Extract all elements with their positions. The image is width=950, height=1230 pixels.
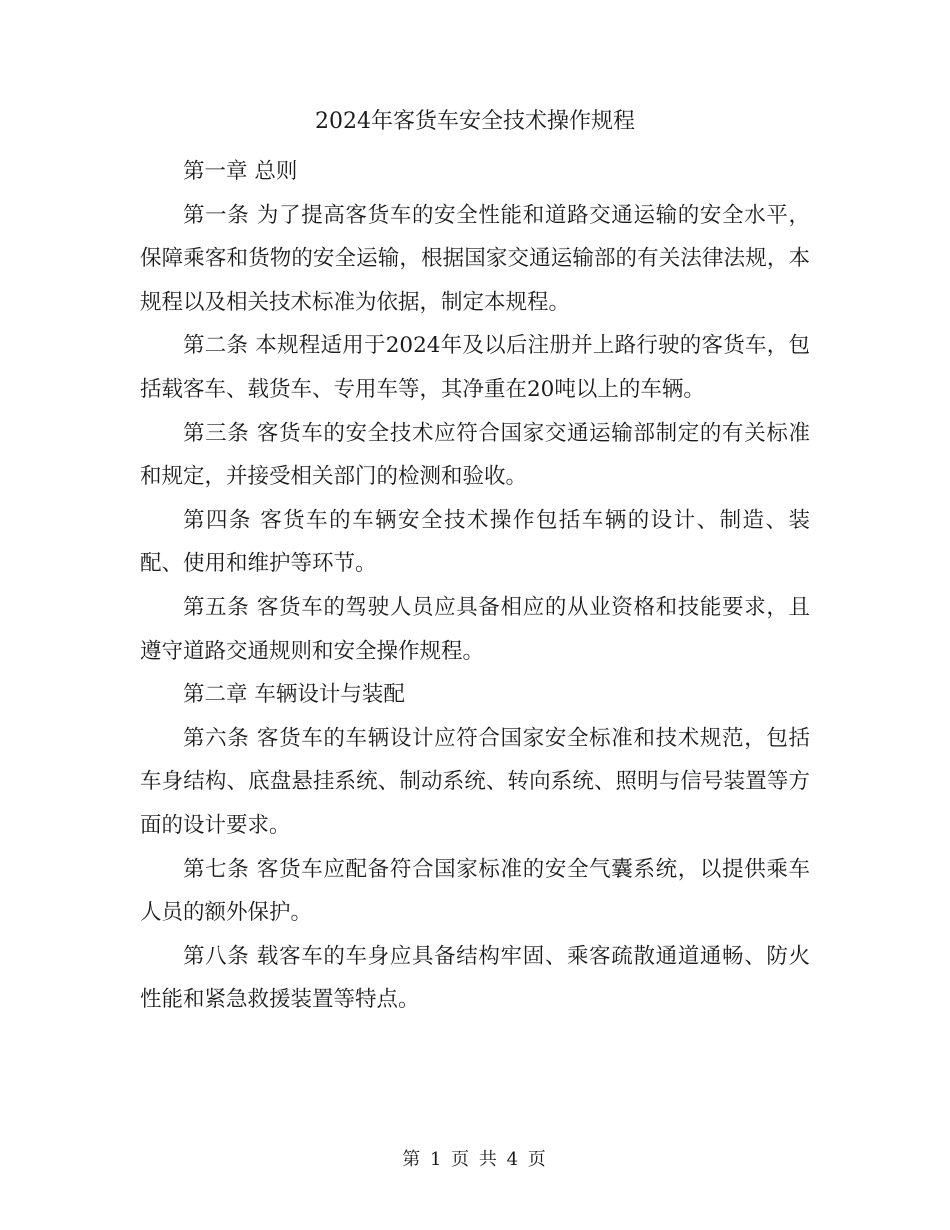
article-7: 第七条 客货车应配备符合国家标准的安全气囊系统，以提供乘车人员的额外保护。 <box>140 856 810 926</box>
article-4: 第四条 客货车的车辆安全技术操作包括车辆的设计、制造、装配、使用和维护等环节。 <box>140 507 810 577</box>
article-6: 第六条 客货车的车辆设计应符合国家安全标准和技术规范，包括车身结构、底盘悬挂系统、制动系统、转向系统、照明与信号装置等方面的设计要求。 <box>140 725 810 838</box>
chapter-heading-2: 第二章 车辆设计与装配 <box>183 682 405 708</box>
document-title: 2024年客货车安全技术操作规程 <box>315 109 635 134</box>
page-number-footer: 第 1 页 共 4 页 <box>402 1149 548 1170</box>
article-8: 第八条 载客车的车身应具备结构牢固、乘客疏散通道通畅、防火性能和紧急救援装置等特点。 <box>140 943 810 1013</box>
chapter-heading-1: 第一章 总则 <box>183 159 298 184</box>
article-5: 第五条 客货车的驾驶人员应具备相应的从业资格和技能要求，且遵守道路交通规则和安全操作规程。 <box>140 594 810 664</box>
article-1: 第一条 为了提高客货车的安全性能和道路交通运输的安全水平，保障乘客和货物的安全运输，根据国家交通运输部的有关法律法规，本规程以及相关技术标准为依据，制定本规程。 <box>140 202 810 315</box>
document-body <box>140 150 810 1022</box>
article-2: 第二条 本规程适用于2024年及以后注册并上路行驶的客货车，包括载客车、载货车、专用车等，其净重在20吨以上的车辆。 <box>140 333 810 402</box>
article-3: 第三条 客货车的安全技术应符合国家交通运输部制定的有关标准和规定，并接受相关部门的检测和验收。 <box>140 420 810 490</box>
